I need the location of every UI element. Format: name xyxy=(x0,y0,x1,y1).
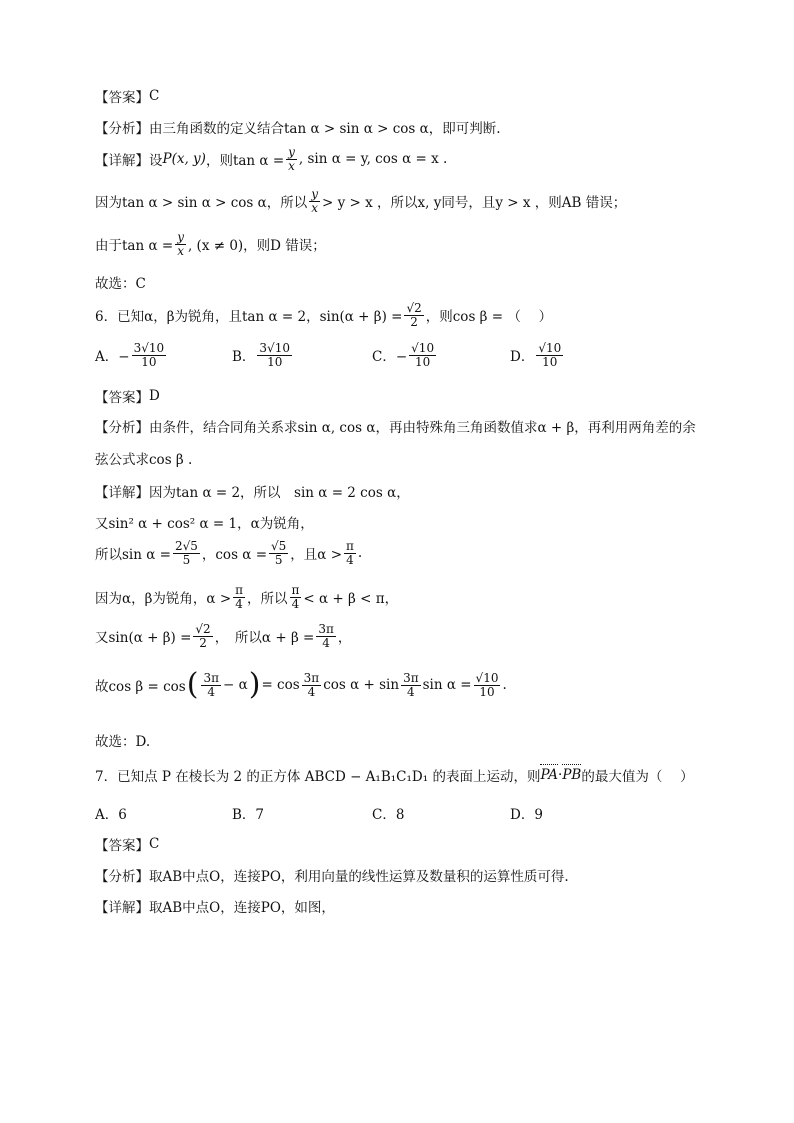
fraction: $\frac{√2}{2}$ xyxy=(406,301,422,329)
q7-option-b: B．7 xyxy=(232,807,265,823)
q6-answer-line: 【答案】 D xyxy=(95,388,160,406)
q5-analysis-line: 【分析】 由三角函数的定义结合tan α > sin α > cos α，即可判断. xyxy=(95,121,501,137)
vector-pa: PA xyxy=(540,767,559,783)
q7-detail-line: 【详解】 取AB中点O，连接PO，如图， xyxy=(95,900,335,916)
q6-detail-line-4: 因为α，β为锐角，α > π 4 ，所以 π 4 < α + β < π， xyxy=(95,583,399,611)
q6-option-b: B． 3√10 10 xyxy=(232,341,290,369)
q6-option-a: A．− $\frac{3√10}{10}$ xyxy=(95,341,165,369)
q7-stem: 7．已知点 P 在棱长为 2 的正方体 ABCD − A₁B₁C₁D₁ 的表面上运动，则 PA · PB 的最大值为（ ） xyxy=(95,767,694,785)
q5-answer-line: 【答案】 C xyxy=(95,88,160,106)
q6-detail-line-2: 又sin² α + cos² α = 1，α为锐角， xyxy=(95,516,314,532)
q7-option-d: D．9 xyxy=(510,807,543,823)
vector-pb: PB xyxy=(562,767,582,783)
q5-detail-line-2: 因为tan α > sin α > cos α，所以 y x > y > x ，所以x, y同号，且y > x ，则AB 错误； xyxy=(95,187,627,215)
q7-option-a: A．6 xyxy=(95,807,127,823)
q5-detail-line-1: 【详解】 设 P(x, y) ，则tan α = $\frac{y}{x}$ , sin α = y, cos α = x . xyxy=(95,145,448,173)
q6-option-d: D． √10 10 xyxy=(510,341,562,369)
fraction: $\frac{y}{x}$ xyxy=(288,145,295,173)
q6-detail-line-5: 又sin(α + β) = $\frac{√2}{2}$ ， 所以α + β = $\frac{3\pi}{4}$ ， xyxy=(95,622,352,650)
q6-analysis-line-1: 【分析】 由条件，结合同角关系求sin α, cos α，再由特殊角三角函数值求α + β，再利用两角差的余 xyxy=(95,420,696,436)
q7-answer-line: 【答案】 C xyxy=(95,836,160,854)
q5-detail-line-3: 由于tan α = $\frac{y}{x}$ , (x ≠ 0)，则D 错误； xyxy=(95,230,326,258)
q6-detail-line-6: 故cos β = cos ( 3π 4 − α ) = cos 3π 4 cos α + sin 3π 4 sin α = $\frac{√10}{10}$ . xyxy=(95,667,507,702)
q6-analysis-line-2: 弦公式求cos β . xyxy=(95,452,193,468)
q7-option-c: C．8 xyxy=(372,807,405,823)
fraction: y x xyxy=(311,187,319,215)
q7-analysis-line: 【分析】 取AB中点O，连接PO，利用向量的线性运算及数量积的运算性质可得. xyxy=(95,869,569,885)
q6-option-c: C．− $\frac{√10}{10}$ xyxy=(372,341,435,369)
q6-detail-line-1: 【详解】 因为tan α = 2，所以 sin α = 2 cos α， xyxy=(95,485,410,501)
q6-detail-line-3: 所以sin α = $\frac{2√5}{5}$ ，cos α = $\frac{√5}{5}$ ，且α > π 4 . xyxy=(95,539,363,567)
fraction: $\frac{y}{x}$ xyxy=(177,230,184,258)
q6-stem: 6．已知α，β为锐角，且tan α = 2，sin(α + β) = $\frac{√2}{2}$ ，则cos β = （ ） xyxy=(95,301,553,329)
q5-choose: 故选：C xyxy=(95,276,146,292)
q6-choose: 故选：D. xyxy=(95,734,151,750)
